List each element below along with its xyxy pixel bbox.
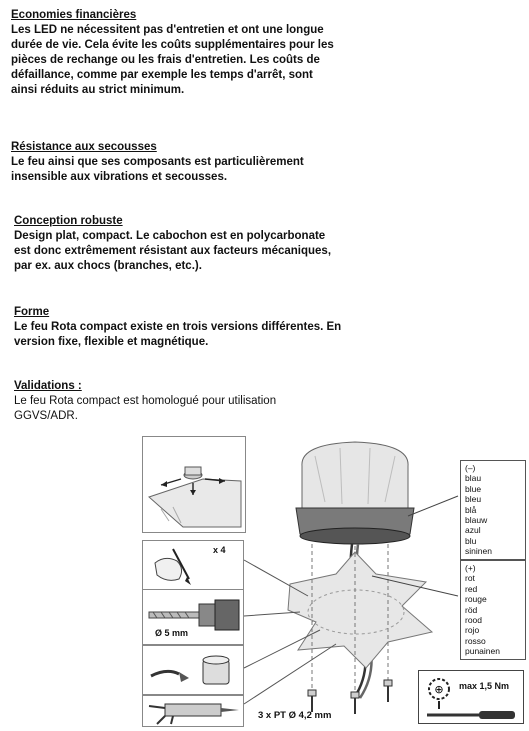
text-line: GGVS/ADR. [14, 410, 78, 422]
legend-entry: (+) [465, 563, 476, 573]
legend-entry: rot [465, 573, 475, 584]
legend-entry: sininen [465, 546, 492, 557]
legend-entry: rood [465, 615, 483, 626]
section-title: Conception robuste [14, 215, 123, 227]
installation-diagram [140, 436, 525, 726]
torque-panel [418, 670, 524, 724]
legend-entry: blue [465, 483, 482, 494]
legend-entry: blau [465, 473, 482, 484]
legend-entry: rojo [465, 625, 480, 636]
text-line: durée de vie. Cela évite les coûts supplémentaires pour les [11, 39, 334, 51]
section-resistance [11, 140, 371, 185]
text-line: Le feu Rota compact existe en trois versions différentes. En [14, 321, 342, 333]
legend-entry: punainen [465, 646, 500, 657]
text-line: ainsi réduits au strict minimum. [11, 84, 185, 96]
text-line: Le feu Rota compact est homologué pour utilisation [14, 395, 277, 407]
svg-text:⊕: ⊕ [434, 683, 444, 696]
section-validations [14, 379, 374, 424]
drill-diameter-label: Ø 5 mm [155, 628, 189, 638]
deburr-tool-icon [143, 646, 243, 694]
text-line: pièces de rechange ou les frais d'entretien. Les coûts de [11, 54, 320, 66]
legend-entry: azul [465, 525, 481, 536]
legend-entry: (–) [465, 463, 476, 473]
text-line: version fixe, flexible et magnétique. [14, 336, 209, 348]
positive-wire-legend [460, 560, 526, 660]
text-line: insensible aux vibrations et secousses. [11, 171, 228, 183]
text-line: Design plat, compact. Le cabochon est en polycarbonate [14, 230, 326, 242]
section-conception [14, 214, 374, 274]
roof-mount-panel [142, 436, 246, 533]
legend-entry: bleu [465, 494, 482, 505]
legend-entry: rosso [465, 635, 486, 646]
section-title: Validations : [14, 380, 82, 392]
marking-panel [142, 540, 244, 590]
legend-entry: röd [465, 604, 478, 615]
legend-entry: red [465, 583, 478, 594]
sealant-panel [142, 695, 244, 727]
text-line: par ex. aux chocs (branches, etc.). [14, 260, 202, 272]
quantity-label: x 4 [213, 545, 226, 555]
drilling-panel [142, 589, 244, 645]
legend-entry: blu [465, 535, 477, 546]
text-line: Le feu ainsi que ses composants est particulièrement [11, 156, 304, 168]
roof-mount-illustration [143, 437, 245, 532]
section-title: Economies financières [11, 9, 137, 21]
deburring-panel [142, 645, 244, 695]
screw-spec-label: 3 x PT Ø 4,2 mm [258, 710, 332, 721]
text-line: défaillance, comme par exemple les temps d'arrêt, sont [11, 69, 313, 81]
screwdriver-icon [419, 671, 523, 723]
text-line: est donc extrêmement résistant aux facteurs mécaniques, [14, 245, 332, 257]
legend-entry: rouge [465, 594, 487, 605]
text-line: Les LED ne nécessitent pas d'entretien et ont une longue [11, 24, 324, 36]
legend-entry: blå [465, 504, 477, 515]
section-economies [11, 8, 371, 98]
section-title: Résistance aux secousses [11, 141, 157, 153]
section-forme [14, 305, 374, 350]
negative-wire-legend [460, 460, 526, 560]
legend-entry: blauw [465, 515, 488, 526]
pencil-hand-icon [143, 541, 243, 589]
torque-label: max 1,5 Nm [459, 681, 510, 691]
sealant-gun-icon [143, 696, 243, 726]
section-title: Forme [14, 306, 50, 318]
